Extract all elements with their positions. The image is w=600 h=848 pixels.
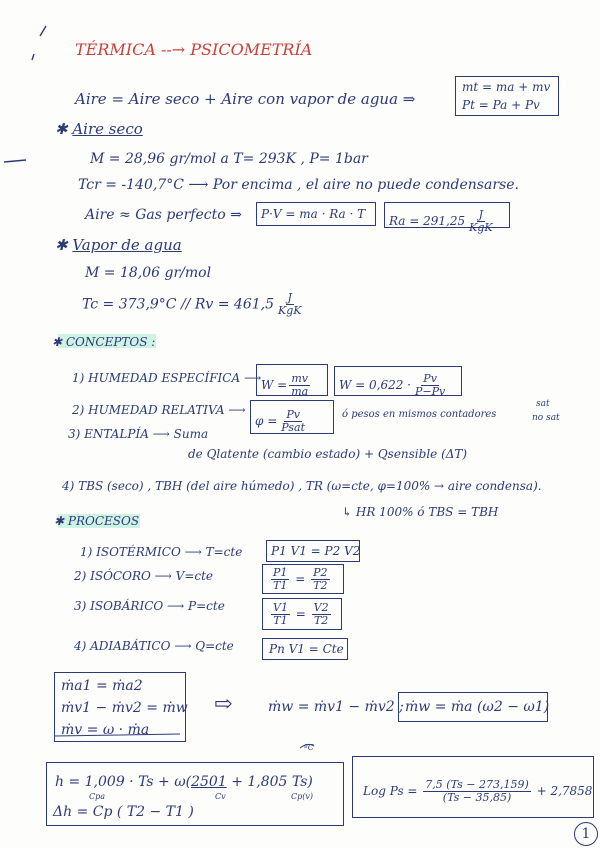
phi-num: Pv xyxy=(286,408,300,421)
isobarico-eq: $\frac{V1}{T1}$ = $\frac{V2}{T2}$ xyxy=(273,601,329,628)
vapor-heading-text: Vapor de agua xyxy=(72,236,182,254)
pressure-sum: Pt = Pa + Pv xyxy=(462,98,540,112)
concept-3-label: 3) ENTALPÍA ⟶ Suma xyxy=(68,427,209,441)
logps-suffix: + 2,7858 xyxy=(536,784,593,799)
balance-eq: ṁw = ṁv1 − ṁv2 ; xyxy=(268,699,404,715)
isobarico-n2: V2 xyxy=(313,601,329,614)
ra-value xyxy=(389,209,497,234)
concept-4-line: 4) TBS (seco) , TBH (del aire húmedo) , TR (ω=cte, φ=100% → aire condensa). xyxy=(62,479,542,493)
process-2-label: 2) ISÓCORO ⟶ V=cte xyxy=(74,569,214,583)
page-title: TÉRMICA --→ PSICOMETRÍA xyxy=(75,40,313,59)
adiabatico-eq: Pn V1 = Cte xyxy=(269,642,344,656)
aire-seco-heading-text: Aire seco xyxy=(72,120,143,138)
page-number: 1 xyxy=(574,822,598,846)
logps-equation xyxy=(363,779,592,804)
logps-den: (Ts − 35,85) xyxy=(442,791,512,805)
isobarico-d1: T1 xyxy=(273,614,288,628)
ra-box xyxy=(384,202,510,235)
concept-4-line2: ↳ HR 100% ó TBS = TBH xyxy=(342,505,499,519)
h-part-a: h = 1,009 · Ts + ω( xyxy=(55,774,192,790)
w-def xyxy=(261,373,312,398)
vapor-heading: ✱ Vapor de agua xyxy=(55,236,182,254)
phi-def xyxy=(255,409,309,434)
cpv-label: Cp(v) xyxy=(291,792,314,801)
isocoro-d2: T2 xyxy=(313,579,328,593)
w-def-2-lhs: W = 0,622 · xyxy=(339,378,411,393)
aire-seco-line3: Aire ≈ Gas perfecto ⇒ xyxy=(85,207,242,223)
balance-line3: ṁv = ω · ṁa xyxy=(61,722,150,738)
vapor-line2 xyxy=(82,292,306,317)
isocoro-d1: T1 xyxy=(273,579,288,593)
isobarico-n1: V1 xyxy=(273,601,288,614)
w-box xyxy=(256,364,328,399)
phi-def-lhs: φ = xyxy=(255,414,278,429)
isocoro-n1: P1 xyxy=(273,566,288,579)
aire-seco-line1: M = 28,96 gr/mol a T= 293K , P= 1bar xyxy=(90,151,368,167)
aire-seco-line2: Tcr = -140,7°C ⟶ Por encima , el aire no puede condensarse. xyxy=(78,177,519,193)
process-4-label: 4) ADIABÁTICO ⟶ Q=cte xyxy=(74,639,234,653)
mass-sum: mt = ma + mv xyxy=(462,80,551,94)
intro-text: Aire = Aire seco + Aire con vapor de agua ⇒ xyxy=(75,90,416,108)
phi-nosat: no sat xyxy=(532,413,560,423)
celsius-note: ºC xyxy=(304,743,314,752)
w-num: mv xyxy=(291,372,309,385)
mw-eq: ṁw = ṁa (ω2 − ω1) xyxy=(405,699,550,715)
vapor-line2-text: Tc = 373,9°C // Rv = 461,5 xyxy=(82,296,275,313)
mw-box xyxy=(398,692,548,722)
isobarico-box xyxy=(262,598,342,630)
process-1-label: 1) ISOTÉRMICO ⟶ T=cte xyxy=(80,545,243,559)
dh-equation: Δh = Cp ( T2 − T1 ) xyxy=(53,804,194,820)
gas-law: P·V = ma · Ra · T xyxy=(261,207,366,221)
w-def-lhs: W = xyxy=(261,378,288,393)
w-box-2 xyxy=(334,366,462,399)
h-part-c: + 1,805 Ts) xyxy=(231,774,313,790)
h-equation xyxy=(55,775,313,789)
conceptos-heading: ✱ CONCEPTOS : xyxy=(52,335,156,349)
process-3-label: 3) ISOBÁRICO ⟶ P=cte xyxy=(74,599,225,613)
isotermico-eq: P1 V1 = P2 V2 xyxy=(271,544,361,558)
w-def-2 xyxy=(339,373,449,398)
concept-3-line2: de Qlatente (cambio estado) + Qsensible (ΔT) xyxy=(188,447,468,461)
adiabatico-box xyxy=(262,638,348,660)
phi-den: Psat xyxy=(281,421,306,435)
mass-pressure-box xyxy=(455,76,559,116)
aire-seco-heading: ✱ Aire seco xyxy=(55,120,143,138)
gas-law-box xyxy=(256,202,376,226)
isotermico-box xyxy=(266,540,360,562)
implies-arrow: ⇨ xyxy=(214,692,233,717)
phi-note: ó pesos en mismos contadores xyxy=(342,409,497,420)
cv-label: Cv xyxy=(215,792,226,801)
concept-1-label: 1) HUMEDAD ESPECÍFICA ⟶ xyxy=(72,371,262,385)
isobarico-d2: T2 xyxy=(313,614,329,628)
ra-value-text: Ra = 291,25 xyxy=(389,214,466,229)
isocoro-n2: P2 xyxy=(313,566,328,579)
ra-unit-num: J xyxy=(478,208,484,221)
rv-unit-num: J xyxy=(287,291,292,304)
isocoro-eq: $\frac{P1}{T1}$ = $\frac{P2}{T2}$ xyxy=(273,566,328,593)
logps-box xyxy=(352,756,594,818)
w2-den: P−Pv xyxy=(415,385,446,399)
concept-2-label: 2) HUMEDAD RELATIVA ⟶ xyxy=(72,403,246,417)
phi-sat: sat xyxy=(536,399,550,409)
balance-line1: ṁa1 = ṁa2 xyxy=(61,678,143,694)
w-den: ma xyxy=(291,385,309,399)
logps-prefix: Log Ps = xyxy=(363,784,418,799)
isocoro-box xyxy=(262,564,344,594)
enthalpy-box xyxy=(46,762,344,826)
vapor-line1: M = 18,06 gr/mol xyxy=(85,265,212,281)
conceptos-heading-text: CONCEPTOS : xyxy=(65,335,156,349)
cpa-label: Cpa xyxy=(89,792,106,801)
phi-box xyxy=(250,400,334,434)
rv-unit-den: KgK xyxy=(278,304,302,318)
procesos-heading: ✱ PROCESOS xyxy=(54,514,140,528)
logps-num: 7,5 (Ts − 273,159) xyxy=(425,778,529,791)
ra-unit-den: KgK xyxy=(469,221,493,235)
mass-balance-box xyxy=(54,672,186,742)
balance-line2: ṁv1 − ṁv2 = ṁw xyxy=(61,700,188,716)
h-part-b: 2501 xyxy=(191,774,227,790)
w2-num: Pv xyxy=(423,372,437,385)
procesos-heading-text: PROCESOS xyxy=(67,514,140,528)
